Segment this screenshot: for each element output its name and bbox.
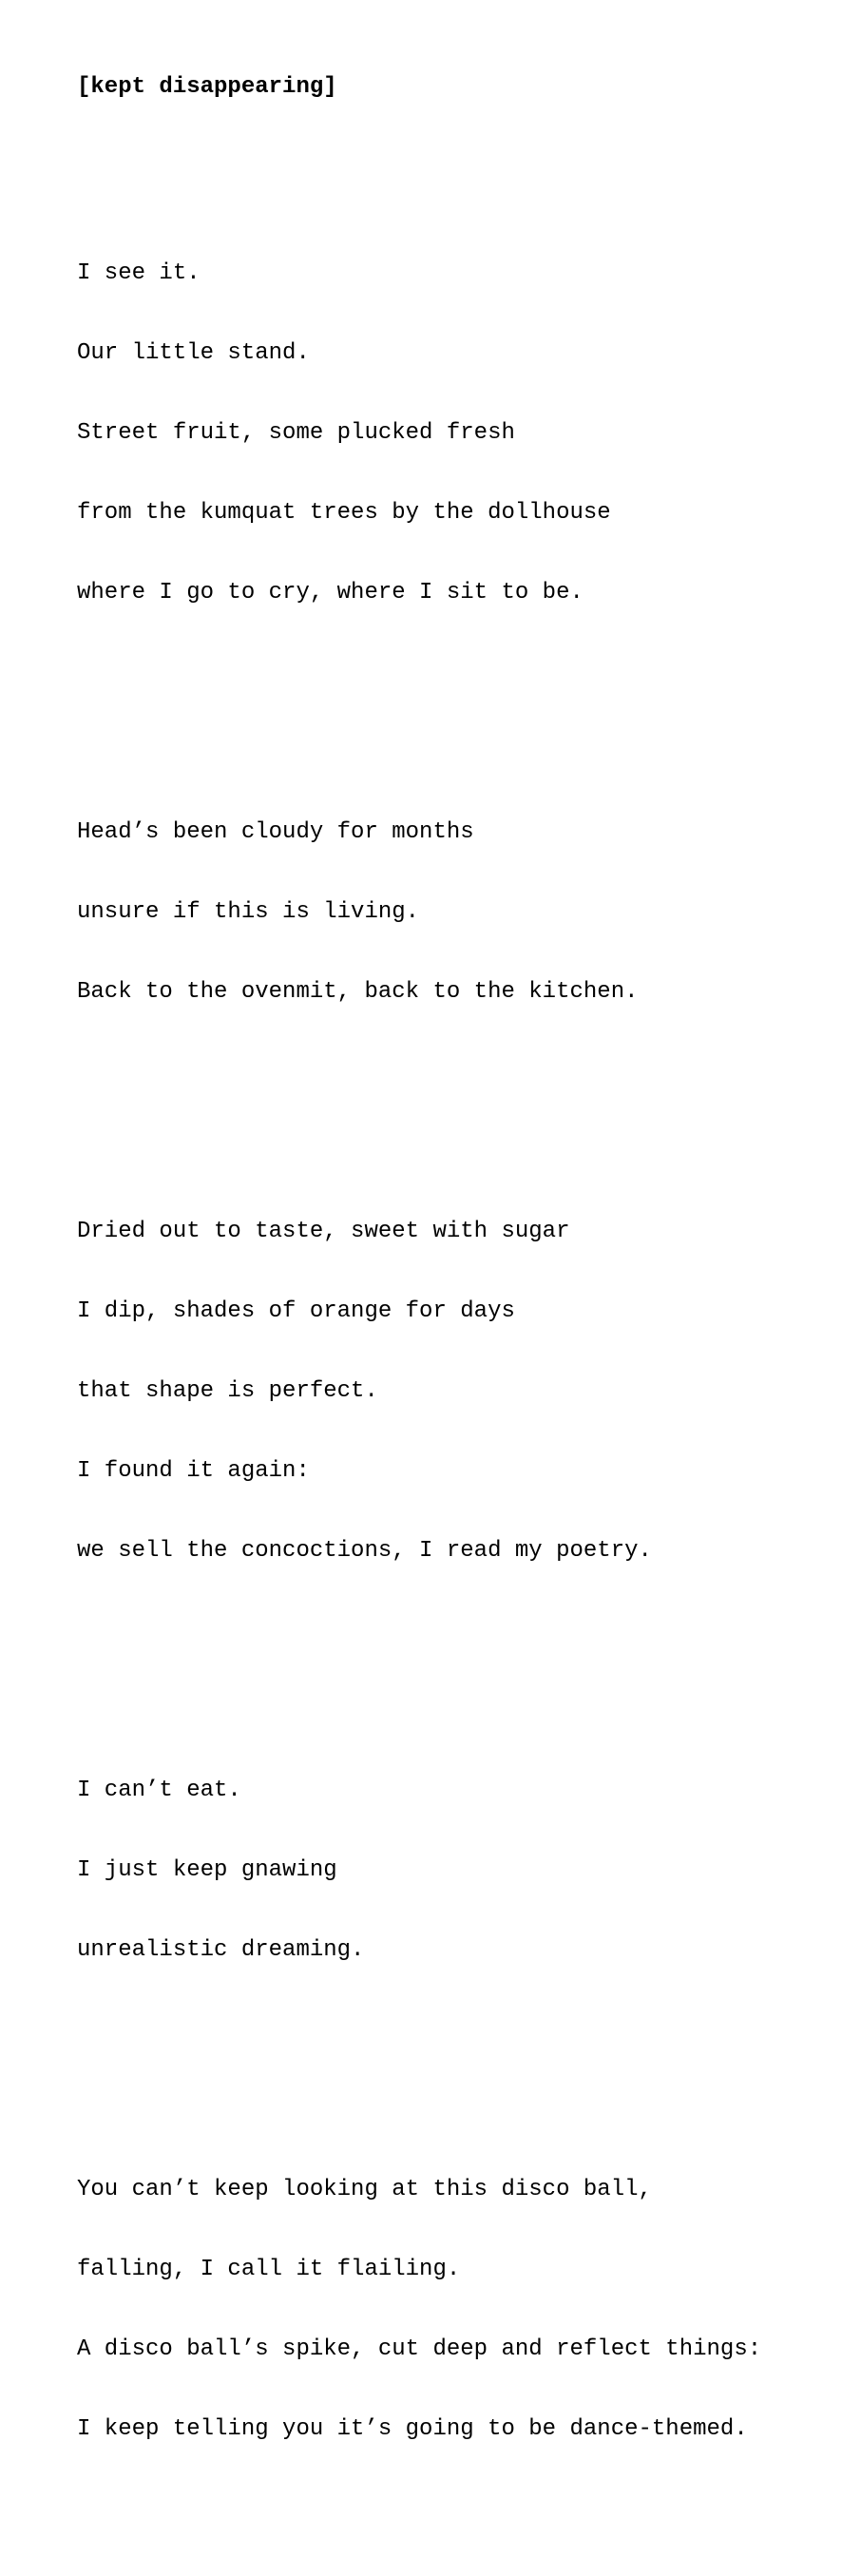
poem-line: Back to the ovenmit, back to the kitchen. (77, 979, 639, 1005)
stanza-4 (77, 1724, 761, 2017)
stanza-1 (77, 207, 761, 660)
poem-line: falling, I call it flailing. (77, 2257, 461, 2282)
poem-line: I dip, shades of orange for days (77, 1298, 515, 1324)
poem-line: Head’s been cloudy for months (77, 819, 474, 845)
poem-line: A disco ball’s spike, cut deep and reflect things: (77, 2336, 762, 2362)
poem-line: I found it again: (77, 1458, 310, 1484)
stanza-3 (77, 1165, 761, 1618)
poem (77, 21, 761, 2576)
stanza-5 (77, 2124, 761, 2496)
poem-title: [kept disappearing] (77, 74, 337, 100)
poem-line: that shape is perfect. (77, 1378, 378, 1404)
poem-line: from the kumquat trees by the dollhouse (77, 500, 611, 526)
poem-line: we sell the concoctions, I read my poetry. (77, 1538, 652, 1564)
poem-line: where I go to cry, where I sit to be. (77, 580, 584, 606)
poem-line: I keep telling you it’s going to be dance-themed. (77, 2416, 748, 2442)
poem-line: I just keep gnawing (77, 1857, 337, 1883)
poem-line: I see it. (77, 260, 201, 286)
poem-line: Our little stand. (77, 340, 310, 366)
poem-line: unsure if this is living. (77, 899, 420, 925)
stanza-2 (77, 766, 761, 1059)
poem-line: I can’t eat. (77, 1778, 241, 1803)
poem-line: You can’t keep looking at this disco ball, (77, 2177, 652, 2202)
poem-line: Street fruit, some plucked fresh (77, 420, 515, 446)
poem-line: Dried out to taste, sweet with sugar (77, 1219, 570, 1244)
poem-line: unrealistic dreaming. (77, 1937, 365, 1963)
